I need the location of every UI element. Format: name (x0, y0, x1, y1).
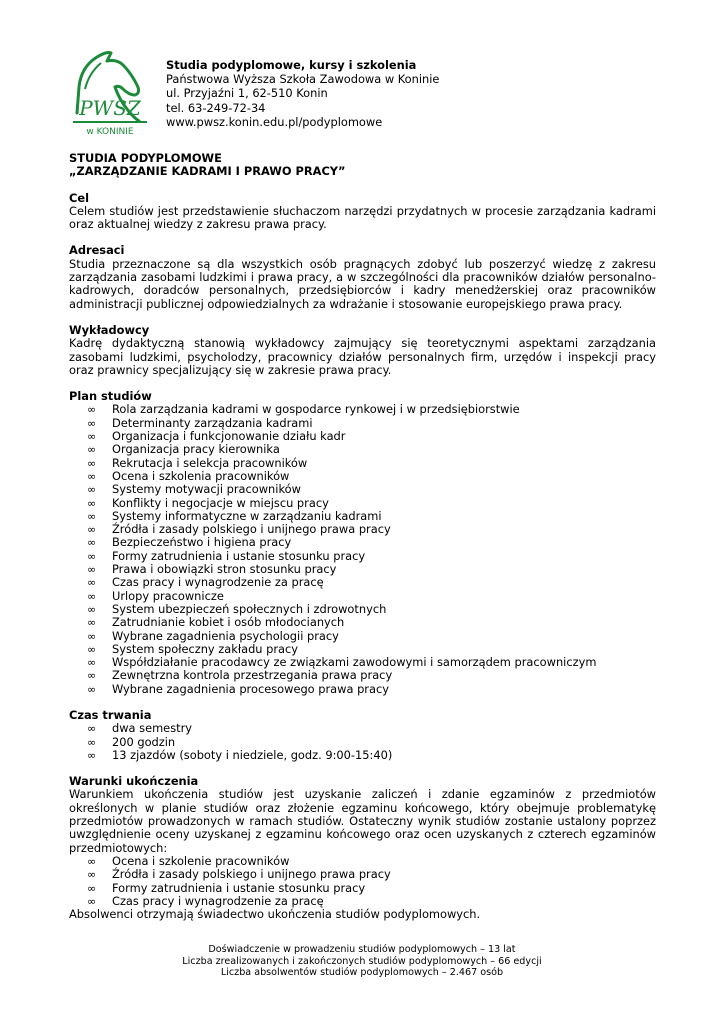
exam-list (69, 855, 656, 908)
list-item: ∞ Organizacja i funkcjonowanie działu kadr (87, 429, 346, 444)
closing-text: Absolwenci otrzymają świadectwo ukończenia studiów podyplomowych. (69, 907, 481, 922)
section-warunki (69, 775, 656, 921)
bullet-icon: ∞ (87, 868, 97, 882)
list-item: ∞ Źródła i zasady polskiego i unijnego prawa pracy (87, 522, 391, 537)
bullet-icon: ∞ (87, 443, 97, 457)
bullet-icon: ∞ (87, 509, 97, 523)
footer-line-2: Liczba zrealizowanych i zakończonych studiów podyplomowych – 66 edycji (182, 955, 542, 967)
list-item: ∞ Źródła i zasady polskiego i unijnego prawa pracy (87, 867, 391, 882)
header-school: Państwowa Wyższa Szkoła Zawodowa w Koninie (166, 72, 440, 87)
section-plan (69, 390, 656, 696)
list-item: ∞ Formy zatrudnienia i ustanie stosunku pracy (87, 548, 366, 563)
list-item: ∞ 200 godzin (87, 734, 176, 749)
section-text: Celem studiów jest przedstawienie słuchaczom narzędzi przydatnych w procesie zarządzania kadrami oraz aktualnej wiedzy z zakresu prawa pracy. (69, 203, 656, 232)
list-item: ∞ Zewnętrzna kontrola przestrzegania prawa pracy (87, 668, 393, 683)
bullet-icon: ∞ (87, 656, 97, 670)
bullet-icon: ∞ (87, 589, 97, 603)
logo-main-text: PWSZ (79, 96, 141, 120)
bullet-icon: ∞ (87, 642, 97, 656)
section-heading: Warunki ukończenia (69, 774, 199, 789)
title-line-2: „ZARZĄDZANIE KADRAMI I PRAWO PRACY” (69, 164, 346, 179)
list-item: ∞ Ocena i szkolenie pracowników (87, 853, 290, 868)
section-heading: Plan studiów (69, 389, 152, 404)
bullet-icon: ∞ (87, 456, 97, 470)
list-item: ∞ Prawa i obowiązki stron stosunku pracy (87, 562, 337, 577)
bullet-icon: ∞ (87, 881, 97, 895)
footer-stats (0, 944, 724, 979)
list-item: ∞ Wybrane zagadnienia procesowego prawa pracy (87, 681, 389, 696)
bullet-icon: ∞ (87, 682, 97, 696)
document-content (69, 152, 656, 921)
bullet-icon: ∞ (87, 669, 97, 683)
pwsz-logo (67, 49, 153, 141)
bullet-icon: ∞ (87, 430, 97, 444)
section-heading: Adresaci (69, 243, 125, 258)
bullet-icon: ∞ (87, 549, 97, 563)
bullet-icon: ∞ (87, 483, 97, 497)
list-item: ∞ dwa semestry (87, 721, 193, 736)
section-text: Warunkiem ukończenia studiów jest uzyskanie zaliczeń i zdanie egzaminów z przedmiotów określonych w planie studiów oraz złożenie egzaminu końcowego, który obejmuje problematykę przedmiotów prowadzonych w ramach studiów. Ostateczny wynik studiów zostanie ustalony poprzez uwzględnienie oceny uzyskanej z egzaminu końcowego oraz ocen uzyskanych z czterech egzaminów przedmiotowych: (69, 787, 656, 855)
bullet-icon: ∞ (87, 403, 97, 417)
list-item: ∞ Wybrane zagadnienia psychologii pracy (87, 628, 339, 643)
list-item: ∞ Konflikty i negocjacje w miejscu pracy (87, 495, 329, 510)
list-item: ∞ Czas pracy i wynagrodzenie za pracę (87, 893, 324, 908)
bullet-icon: ∞ (87, 536, 97, 550)
section-text: Kadrę dydaktyczną stanowią wykładowcy zajmujący się teoretycznymi aspektami zarządzania zasobami ludzkimi, psycholodzy, pracownicy działów personalnych firm, urzędów i inspekcji pracy oraz prawnicy specjalizujący się w zakresie prawa pracy. (69, 336, 656, 377)
section-heading: Czas trwania (69, 707, 152, 722)
logo-sub-text: w KONINIE (86, 127, 134, 137)
section-cel (69, 192, 656, 232)
list-item: ∞ Urlopy pracownicze (87, 588, 224, 603)
header-name: Studia podyplomowe, kursy i szkolenia (166, 58, 417, 72)
section-text: Studia przeznaczone są dla wszystkich osób pragnących zdobyć lub poszerzyć wiedzę z zakresu zarządzania zasobami ludzkimi i prawa pracy, a w szczególności dla pracowników działów personalno-kadrowych, doradców personalnych, przedsiębiorców i kadry menedżerskiej oraz pracowników administracji publicznej odpowiedzialnych za wdrażanie i stosowanie europejskiego prawa pracy. (69, 256, 656, 311)
bullet-icon: ∞ (87, 416, 97, 430)
list-item: ∞ 13 zjazdów (soboty i niedziele, godz. 9:00-15:40) (87, 747, 393, 762)
section-wykladowcy (69, 324, 656, 377)
title-line-1: STUDIA PODYPLOMOWE (69, 151, 222, 165)
bullet-icon: ∞ (87, 496, 97, 510)
duration-list (69, 722, 656, 762)
section-czas (69, 709, 656, 762)
header-website[interactable]: www.pwsz.konin.edu.pl/podyplomowe (166, 114, 383, 129)
list-item: ∞ Systemy motywacji pracowników (87, 482, 301, 497)
bullet-icon: ∞ (87, 748, 97, 762)
list-item: ∞ Systemy informatyczne w zarządzaniu kadrami (87, 508, 382, 523)
bullet-icon: ∞ (87, 894, 97, 908)
document-title (69, 152, 656, 179)
list-item: ∞ Współdziałanie pracodawcy ze związkami zawodowymi i samorządem pracowniczym (87, 655, 597, 670)
list-item: ∞ Ocena i szkolenia pracowników (87, 468, 290, 483)
footer-line-1: Doświadczenie w prowadzeniu studiów podyplomowych – 13 lat (208, 944, 516, 955)
list-item: ∞ Rekrutacja i selekcja pracowników (87, 455, 308, 470)
header-address: ul. Przyjaźni 1, 62-510 Konin (166, 86, 328, 101)
bullet-icon: ∞ (87, 602, 97, 616)
list-item: ∞ Organizacja pracy kierownika (87, 442, 280, 457)
list-item: ∞ Czas pracy i wynagrodzenie za pracę (87, 575, 324, 590)
section-heading: Cel (69, 190, 89, 205)
bullet-icon: ∞ (87, 735, 97, 749)
institution-header (166, 58, 439, 129)
list-item: ∞ Zatrudnianie kobiet i osób młodocianych (87, 615, 345, 630)
bullet-icon: ∞ (87, 616, 97, 630)
list-item: ∞ Determinanty zarządzania kadrami (87, 415, 313, 430)
list-item: ∞ System społeczny zakładu pracy (87, 641, 299, 656)
bullet-icon: ∞ (87, 563, 97, 577)
bullet-icon: ∞ (87, 722, 97, 736)
section-adresaci (69, 244, 656, 310)
plan-list (69, 403, 656, 696)
footer-line-3: Liczba absolwentów studiów podyplomowych – 2.467 osób (220, 967, 504, 979)
list-item: ∞ Formy zatrudnienia i ustanie stosunku pracy (87, 880, 366, 895)
bullet-icon: ∞ (87, 576, 97, 590)
bullet-icon: ∞ (87, 523, 97, 537)
section-heading: Wykładowcy (69, 322, 150, 337)
bullet-icon: ∞ (87, 629, 97, 643)
bullet-icon: ∞ (87, 854, 97, 868)
list-item: ∞ Rola zarządzania kadrami w gospodarce rynkowej i w przedsiębiorstwie (87, 402, 520, 417)
list-item: ∞ System ubezpieczeń społecznych i zdrowotnych (87, 601, 387, 616)
list-item: ∞ Bezpieczeństwo i higiena pracy (87, 535, 292, 550)
bullet-icon: ∞ (87, 469, 97, 483)
header-phone: tel. 63-249-72-34 (166, 100, 266, 115)
